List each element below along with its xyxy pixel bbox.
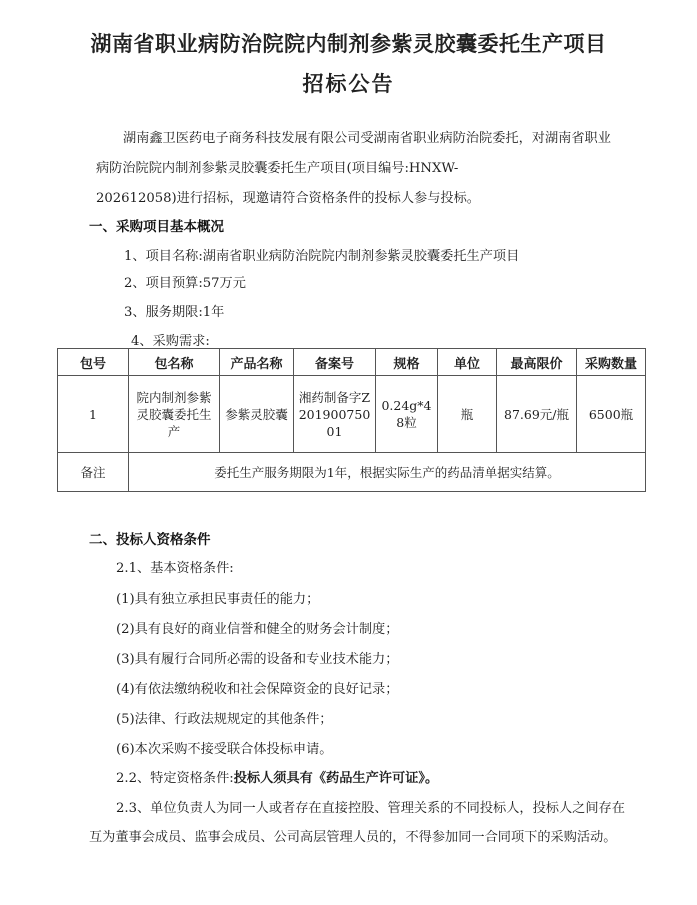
intro-line-3: 202612058)进行招标，现邀请符合资格条件的投标人参与投标。 (96, 191, 480, 206)
header-quantity: 采购数量 (577, 349, 646, 376)
cell-product-name: 参紫灵胶囊 (220, 376, 294, 453)
intro-line-2: 病防治院院内制剂参紫灵胶囊委托生产项目(项目编号:HNXW- (96, 161, 459, 176)
header-spec: 规格 (376, 349, 438, 376)
note-text: 委托生产服务期限为1年，根据实际生产的药品清单据实结算。 (129, 453, 646, 492)
clause-2-3-line-2: 互为董事会成员、监事会成员、公司高层管理人员的，不得参加同一合同项下的采购活动。 (89, 830, 617, 845)
condition-4: (4)有依法缴纳税收和社会保障资金的良好记录； (116, 682, 399, 697)
condition-1: (1)具有独立承担民事责任的能力； (116, 592, 320, 607)
special-conditions-text: 投标人须具有《药品生产许可证》。 (233, 771, 439, 786)
cell-unit: 瓶 (438, 376, 497, 453)
section2-heading: 二、投标人资格条件 (89, 532, 211, 548)
condition-3: (3)具有履行合同所必需的设备和专业技术能力； (116, 652, 399, 667)
special-conditions-label: 2.2、特定资格条件: (116, 771, 234, 786)
document-title: 湖南省职业病防治院院内制剂参紫灵胶囊委托生产项目 (90, 32, 607, 56)
cell-max-price: 87.69元/瓶 (497, 376, 577, 453)
special-conditions (116, 767, 438, 786)
section1-item-budget: 2、项目预算:57万元 (124, 276, 246, 291)
clause-2-3-line-1: 2.3、单位负责人为同一人或者存在直接控股、管理关系的不同投标人，投标人之间存在 (116, 801, 625, 816)
header-package-name: 包名称 (129, 349, 220, 376)
condition-6: (6)本次采购不接受联合体投标申请。 (116, 742, 333, 757)
cell-quantity: 6500瓶 (577, 376, 646, 453)
section1-heading: 一、采购项目基本概况 (89, 219, 224, 235)
header-product-name: 产品名称 (220, 349, 294, 376)
header-filing-no: 备案号 (294, 349, 376, 376)
section1-item-period: 3、服务期限:1年 (124, 305, 225, 320)
cell-spec: 0.24g*48粒 (376, 376, 438, 453)
procurement-table (57, 348, 646, 492)
note-label: 备注 (58, 453, 129, 492)
header-package-no: 包号 (58, 349, 129, 376)
cell-package-no: 1 (58, 376, 129, 453)
cell-package-name: 院内制剂参紫灵胶囊委托生产 (129, 376, 220, 453)
document-subtitle: 招标公告 (302, 72, 395, 96)
basic-conditions-heading: 2.1、基本资格条件: (116, 561, 234, 576)
table-header-row (58, 349, 646, 376)
intro-line-1: 湖南鑫卫医药电子商务科技发展有限公司受湖南省职业病防治院委托，对湖南省职业 (123, 131, 611, 146)
table-row (58, 376, 646, 453)
header-max-price: 最高限价 (497, 349, 577, 376)
condition-2: (2)具有良好的商业信誉和健全的财务会计制度； (116, 622, 399, 637)
header-unit: 单位 (438, 349, 497, 376)
condition-5: (5)法律、行政法规规定的其他条件； (116, 712, 333, 727)
section1-item-requirements: 4、采购需求: (131, 334, 210, 349)
cell-filing-no: 湘药制备字Z20190075001 (294, 376, 376, 453)
section1-item-name: 1、项目名称:湖南省职业病防治院院内制剂参紫灵胶囊委托生产项目 (124, 249, 520, 264)
table-note-row (58, 453, 646, 492)
